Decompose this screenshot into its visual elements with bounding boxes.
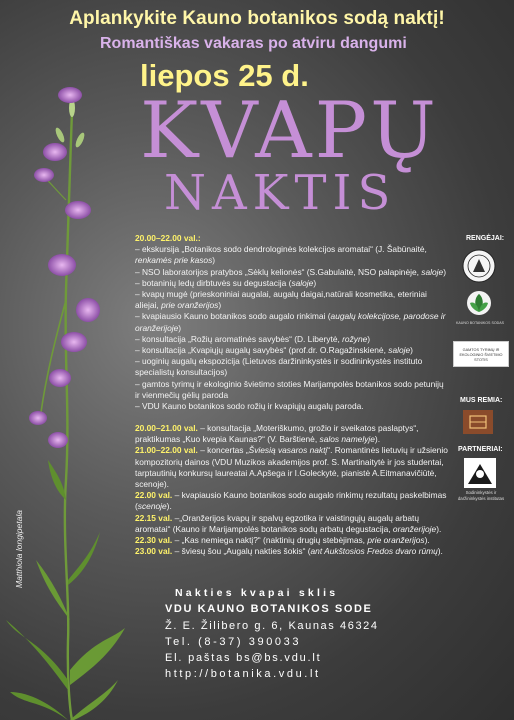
program-event-end: ). [424,535,430,546]
program-item [135,401,450,412]
header-subtitle: Romantiškas vakaras po atviru dangumi [100,35,407,52]
program-event-time: 20.00–21.00 val. [135,423,198,433]
program-item-text: – ekskursija „Botanikos sodo dendrologinės kolekcijos aromatai“ (J. Šabūnaitė, [135,244,427,255]
program-item-text: – kvapiausio Kauno botanikos sodo augalo rinkimai ( [135,311,331,322]
footer-line-1: Nakties kvapai sklis [175,587,339,599]
organizers-heading: RENGĖJAI: [466,235,505,242]
sponsors-heading: MUS REMIA: [460,397,503,404]
program-block-1 [135,233,450,412]
program-event [135,423,450,445]
footer-address: Ž. E. Žilibero g. 6, Kaunas 46324 [165,620,379,632]
partner-logo-icon [464,458,496,488]
program-event [135,445,450,490]
program-item-location: saloje [388,345,411,356]
flower-1 [58,87,82,103]
program-block-2 [135,423,450,557]
program-event-location: oranžerijoje [392,523,437,534]
program-item-text: – VDU Kauno botanikos sodo rožių ir kvapiųjų augalų paroda. [135,401,364,412]
program-event-text: – kvapiausio Kauno botanikos sodo augalo rinkimų rezultatų paskelbimas ( [135,490,447,512]
program-item [135,345,450,356]
program-event-location: Šviesią vasaros naktį [248,445,328,456]
kauno-botanikos-sodas-caption: KAUNO BOTANIKOS SODAS [455,321,505,325]
footer-line-2: VDU KAUNO BOTANIKOS SODE [165,603,373,615]
program-item-text: – konsultacija „Kvapiųjų augalų savybės“ (prof.dr. O.Ragažinskienė, [135,345,389,356]
kauno-botanikos-sodas-logo-icon [460,289,498,321]
program-item-location: augalų kolekcijose, parodose ir oranžerijoje [135,311,446,333]
program-event-time: 23.00 val. [135,546,173,557]
footer-contact [165,587,425,680]
plant-latin-name-text: Matthiola longipetala [14,510,24,588]
vdu-logo-icon [459,248,499,284]
program-event-text: – koncertas „ [197,445,249,456]
program-item-end: ) [367,333,371,344]
title-word-kvapu: KVAPŲ [140,86,439,176]
program-item-end: ) [313,277,317,288]
partner-caption: Sodininkystės ir daržininkystės institutas [457,490,505,501]
program-item-end: ) [410,345,413,356]
program-event-location: salos namelyje [319,434,375,445]
event-date: liepos 25 d. [140,58,309,93]
program-event [135,535,450,546]
program-event-end: “. Romantinės lietuvių ir užsienio kompozitorių dainos (VDU Muzikos akademijos prof. S. Martinaitytė ir jos studentai, tarptautinių konkursų laureatai A.Apšega ir I.Goleckytė, pianistė A.Eitmanavičiūtė, scenoje). [135,445,448,490]
program-item [135,334,450,345]
footer-email[interactable] [165,652,425,664]
program-event-end: ). [437,546,443,557]
plant-illustration [0,80,135,720]
program-event [135,490,450,512]
program-item [135,356,450,378]
program-item-location: rožyne [342,333,368,344]
header-title: Aplankykite Kauno botanikos sodą naktį! [69,8,445,29]
program-item [135,267,450,278]
program-item-location: saloje [291,277,314,288]
program-block-1-items [135,244,450,412]
title-word-naktis: NAKTIS [164,165,397,221]
program-item-end: ) [218,300,222,311]
gamtos-tyrimu-caption: GAMTOS TYRIMŲ IR EKOLOGINIO ŠVIETIMO STOTIS [459,348,503,362]
program-event-end: ). [436,523,442,534]
program-event-text: – konsultacija „Moteriškumo, grožio ir sveikatos paslaptys“, praktikumas „Kuo kvepia Kaunas?“ (V. Barštienė, [135,423,419,445]
footer-web-link[interactable] [165,668,425,680]
partners-heading: PARTNERIAI: [458,446,503,453]
program-event [135,546,450,557]
program-item-location: prie oranžerijos [161,300,219,311]
gamtos-tyrimu-logo [453,341,509,367]
footer-email-text[interactable]: El. paštas bs@bs.vdu.lt [165,652,322,664]
program-item-text: – konsultacija „Rožių aromatinės savybės“ (D. Liberytė, [135,333,343,344]
program-item-end: ) [212,255,216,266]
program-event [135,513,450,535]
program-item [135,379,450,401]
program-event-location: prie oranžerijos [367,535,425,546]
program-item [135,244,450,266]
program-item-text: – botaninių ledų dirbtuvės su degustacija ( [135,277,292,288]
footer-phone: Tel. (8-37) 390033 [165,636,302,648]
program-item-end: ) [443,266,446,277]
program-item-text: – uoginių augalų ekspozicija (Lietuvos daržininkystės ir sodininkystės instituto specialistų konsultacijos) [135,356,423,378]
program-event-time: 21.00–22.00 val. [135,445,198,456]
program-item-end: ) [178,322,182,333]
program-item-text: – NSO laboratorijos pratybos „Sėklų kelionės“ (S.Gabulaitė, NSO palapinėje, [135,266,422,277]
program-item [135,289,450,311]
program-event-text: –„Oranžerijos kvapų ir spalvų egzotika ir vaistingųjų augalų arbatų aromatai“ (Kauno ir Marijampolės botanikos sodų arbatų degustacija, [135,512,419,534]
sponsor-logo-icon [463,410,493,434]
program-event-end: ). [374,434,381,445]
program-event-time: 22.00 val. [135,490,173,501]
program-event-location: scenoje [137,501,167,512]
program-time-1: 20.00–22.00 val.: [135,233,201,243]
program-item-text: – kvapų mugė (prieskoniniai augalai, augalų daigai,natūrali kosmetika, eteriniai aliejai, [135,289,427,311]
program-item [135,311,450,333]
footer-web-text[interactable]: http://botanika.vdu.lt [165,668,321,680]
program-event-location: ant Aukštosios Fredos dvaro rūmų [310,546,438,557]
program-item [135,278,450,289]
program-event-time: 22.30 val. [135,535,173,546]
program-event-text: – šviesų šou „Augalų nakties šokis“ ( [172,546,311,557]
program-item-location: renkamės prie kasos [135,255,213,266]
plant-latin-name [14,478,34,588]
program-item-text: – gamtos tyrimų ir ekologinio švietimo stoties Marijampolės botanikos sodo petunijų ir vienmečių gėlių paroda [135,378,444,400]
program-event-text: – „Kas nemiega naktį?“ (naktinių drugių stebėjimas, [172,535,368,546]
program-event-end: ). [166,501,172,512]
program-event-time: 22.15 val. [135,512,173,523]
program-item-location: saloje [421,266,444,277]
